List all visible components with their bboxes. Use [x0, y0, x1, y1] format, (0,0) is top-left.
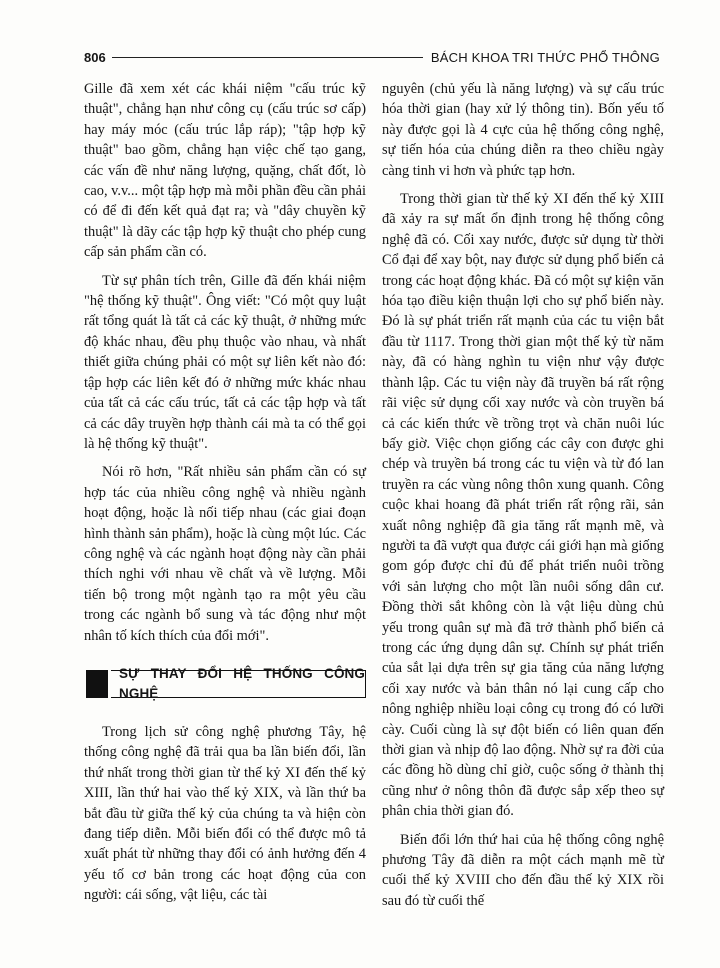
section-marker	[86, 670, 108, 698]
paragraph: Trong lịch sử công nghệ phương Tây, hệ thống công nghệ đã trải qua ba lần biến đổi, lần thứ nhất trong thời gian từ thế kỷ XI đến thế kỷ XIII, lần thứ hai vào thế kỷ XIX, và lần thứ ba bắt đầu từ giữa thế kỷ của chúng ta và hiện còn đang tiếp diễn. Mỗi biến đổi có thể được mô tả xuất phát từ những thay đổi có ảnh hưởng đến 4 yếu tố cơ bản trong các hoạt động của con người: cái sống, vật liệu, các tài	[84, 723, 366, 904]
right-column	[382, 79, 664, 919]
paragraph: Gille đã xem xét các khái niệm "cấu trúc kỹ thuật", chẳng hạn như công cụ (cấu trúc sơ cấp) hay máy móc (cấu trúc lắp ráp); "tập hợp kỹ thuật" bao gồm, chẳng hạn việc chế tạo gang, các vấn đề như năng lượng, quặng, chất đốt, lò cao, v.v... một tập hợp mà mỗi phần đều cần phải có để đi đến kết quả đạt ra; và "dây chuyền kỹ thuật" là dãy các tập hợp kỹ thuật cho phép cung cấp sản phẩm cần có.	[84, 81, 366, 261]
running-header	[84, 47, 660, 67]
paragraph: Nói rõ hơn, "Rất nhiều sản phẩm cần có sự hợp tác của nhiều công nghệ và nhiều ngành hoạt động, hoặc là nối tiếp nhau (các giai đoạn hình thành sản phẩm), hoặc là cùng một lúc. Các công nghệ và các ngành hoạt động này cần phải thích nghi với nhau về chất và về lượng. Mỗi tiến bộ trong một ngành tạo ra một yêu cầu trong các ngành bổ sung và tác động như một nhân tố kích thích của đổi mới".	[84, 464, 366, 644]
page-number: 806	[84, 49, 106, 65]
header-rule	[112, 57, 423, 58]
paragraph: Từ sự phân tích trên, Gille đã đến khái niệm "hệ thống kỹ thuật". Ông viết: "Có một quy luật rất tổng quát là tất cả các kỹ thuật, ở những mức độ khác nhau, đều phụ thuộc vào nhau, và nhất thiết giữa chúng phải có một sự liên kết nào đó: tập hợp các liên kết đó ở những mức khác nhau của tất cả các cấu trúc, tất cả các tập hợp và tất cả các dây truyền hợp thành cái mà ta có thể gọi là hệ thống kỹ thuật".	[84, 272, 366, 452]
paragraph: Biến đổi lớn thứ hai của hệ thống công nghệ phương Tây đã diễn ra một cách mạnh mẽ từ cuối thế kỷ XVIII cho đến đầu thế kỷ XIX rồi sau đó từ cuối thế	[382, 831, 664, 909]
left-column	[84, 79, 366, 914]
running-title: BÁCH KHOA TRI THỨC PHỔ THÔNG	[430, 49, 660, 65]
section-heading-text: SỰ THAY ĐỔI HỆ THỐNG CÔNG NGHỆ	[111, 670, 366, 698]
paragraph: Trong thời gian từ thế kỷ XI đến thế kỷ XIII đã xảy ra sự mất ổn định trong hệ thống công nghệ đã có. Cối xay nước, được sử dụng từ thời Cổ đại để xay bột, nay được sử dụng phổ biến cả trong các hoạt động khác. Đã có một sự kiện văn hóa tạo điều kiện thuận lợi cho sự phổ biến này. Đó là sự phát triển rất mạnh của các tu viện bắt đầu từ 1117. Trong thời gian một thế kỷ từ năm này, đã có hàng nghìn tu viện như vậy được thành lập. Các tu viện này đã truyền bá rất rộng rãi việc sử dụng cối xay nước và còn truyền bá cả các kiến thức về trồng trọt và chăn nuôi lúc bấy giờ. Việc chọn giống các cây con được ghi chép và truyền bá trong các tu viện và từ đó lan truyền ra các vùng nông thôn xung quanh. Công cuộc khai hoang đã phát triển rất rộng rãi, sản xuất nông nghiệp đã gia tăng rất mạnh mẽ, và người ta đã vượt qua được cái giới hạn mà giống gom góp được chỉ đủ để phát triển nuôi trồng với sản lượng cho một lần nuôi sống dân cư. Đồng thời sắt không còn là vật liệu dùng chủ yếu trong quân sự mà đã trở thành phổ biến cả trong các ứng dụng dân sự. Chính sự phát triển của sắt lại dựa trên sự gia tăng của năng lượng cối xay nước và bản thân nó lại cung cấp cho nông nghiệp nhiều loại công cụ trong đó có lưỡi cày. Cuối cùng là sự đột biến có liên quan đến thời gian và nhịp độ lao động. Nhờ sự ra đời của các đồng hồ dùng chỉ giờ, cuộc sống ở thành thị cũng như ở nông thôn đã được sắp xếp theo sự phân chia thời gian đó.	[382, 191, 664, 820]
paragraph: nguyên (chủ yếu là năng lượng) và sự cấu trúc hóa thời gian (hay xử lý thông tin). Bốn yếu tố này được gọi là 4 cực của hệ thống công nghệ, sự tiến hóa của chúng diễn ra theo chiều ngày càng tinh vi hơn và phức tạp hơn.	[382, 81, 664, 179]
section-heading	[86, 665, 366, 701]
